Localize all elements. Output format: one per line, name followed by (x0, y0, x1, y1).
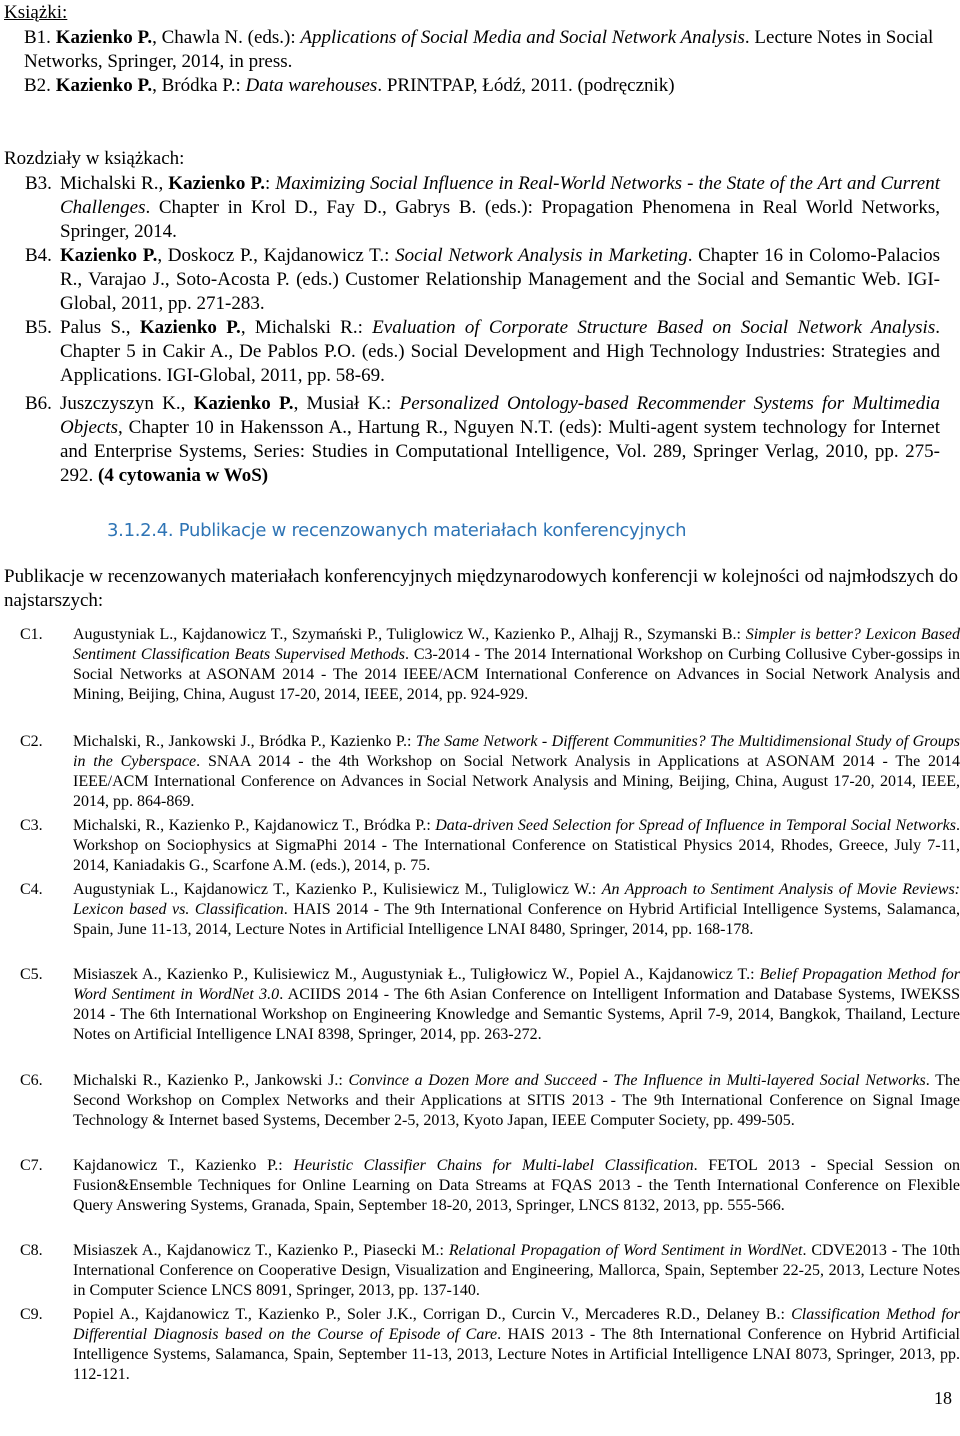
conference-entry-c4: C4. Augustyniak L., Kajdanowicz T., Kazienko P., Kulisiewicz M., Tuliglowicz W.: An Approach to Sentiment Analysis of Movie Reviews: Lexicon based vs. Classification. HAIS 2014 - The 9th International Conference on Hybrid Artificial Intelligence Systems, Salamanca, Spain, June 11-13, 2014, Lecture Notes in Artificial Intelligence LNAI 8480, Springer, 2014, pp. 168-178. (20, 881, 960, 938)
conference-entry-c6: C6. Michalski R., Kazienko P., Jankowski J.: Convince a Dozen More and Succeed - The Influence in Multi-layered Social Networks. The Second Workshop on Complex Networks and their Applications at SITIS 2013 - The 9th International Conference on Signal Image Technology & Internet based Systems, December 2-5, 2013, Kyoto Japan, IEEE Computer Society, pp. 499-505. (20, 1072, 960, 1129)
intro-paragraph: Publikacje w recenzowanych materiałach konferencyjnych międzynarodowych konferencji w kolejności od najmłodszych do najstarszych: (4, 566, 958, 611)
conference-entry-c1: C1. Augustyniak L., Kajdanowicz T., Szymański P., Tuliglowicz W., Kazienko P., Alhajj R., Szymanski B.: Simpler is better? Lexicon Based Sentiment Classification Beats Supervised Methods. C3-2014 - The 2014 International Workshop on Curbing Collusive Cyber-gossips in Social Networks at ASONAM 2014 - The 2014 IEEE/ACM International Conference on Advances in Social Network Analysis and Mining, Beijing, China, August 17-20, 2014, IEEE, 2014, pp. 924-929. (20, 626, 960, 703)
conference-entry-c8: C8. Misiaszek A., Kajdanowicz T., Kazienko P., Piasecki M.: Relational Propagation of Word Sentiment in WordNet. CDVE2013 - The 10th International Conference on Cooperative Design, Visualization and Engineering, Mallorca, Spain, September 22-25, 2013, Lecture Notes in Computer Science LNCS 8091, Springer, 2013, pp. 137-140. (20, 1242, 960, 1299)
chapter-entry-b4: B4. Kazienko P., Doskocz P., Kajdanowicz T.: Social Network Analysis in Marketing. Chapter 16 in Colomo-Palacios R., Varajao J., Soto-Acosta P. (eds.) Customer Relationship Management and the Social and Semantic Web. IGI-Global, 2011, pp. 271-283. (25, 245, 940, 314)
conference-entry-c9: C9. Popiel A., Kajdanowicz T., Kazienko P., Soler J.K., Corrigan D., Curcin V., Mercaderes R.D., Delaney B.: Classification Method for Differential Diagnosis based on the Course of Episode of Care. HAIS 2013 - The 8th International Conference on Hybrid Artificial Intelligence Systems, Salamanca, Spain, September 11-13, 2013, Lecture Notes in Artificial Intelligence LNAI 8073, Springer, 2013, pp. 112-121. (20, 1306, 960, 1383)
conference-entry-c2: C2. Michalski, R., Jankowski J., Bródka P., Kazienko P.: The Same Network - Different Communities? The Multidimensional Study of Groups in the Cyberspace. SNAA 2014 - the 4th Workshop on Social Network Analysis in Applications at ASONAM 2014 - The 2014 IEEE/ACM International Conference on Advances in Social Network Analysis and Mining, Beijing, China, August 17-20, 2014, IEEE, 2014, pp. 864-869. (20, 733, 960, 810)
books-heading: Książki: (4, 2, 68, 23)
section-heading: 3.1.2.4. Publikacje w recenzowanych materiałach konferencyjnych (107, 520, 687, 541)
page-number: 18 (934, 1388, 952, 1408)
conference-entry-c7: C7. Kajdanowicz T., Kazienko P.: Heuristic Classifier Chains for Multi-label Classification. FETOL 2013 - Special Session on Fusion&Ensemble Techniques for Online Learning on Data Streams at FQAS 2013 - the Tenth International Conference on Flexible Query Answering Systems, Granada, Spain, September 18-20, 2013, Springer, LNCS 8132, 2013, pp. 555-566. (20, 1157, 960, 1214)
conference-entry-c5: C5. Misiaszek A., Kazienko P., Kulisiewicz M., Augustyniak Ł., Tuligłowicz W., Popiel A., Kajdanowicz T.: Belief Propagation Method for Word Sentiment in WordNet 3.0. ACIIDS 2014 - The 6th Asian Conference on Intelligent Information and Database Systems, IWEKSS 2014 - The 6th International Workshop on Engineering Knowledge and Semantic Systems, April 7-9, 2014, Bangkok, Thailand, Lecture Notes on Artificial Intelligence LNAI 8398, Springer, 2014, pp. 263-272. (20, 966, 960, 1043)
chapter-entry-b3: B3. Michalski R., Kazienko P.: Maximizing Social Influence in Real-World Networks - the State of the Art and Current Challenges. Chapter in Krol D., Fay D., Gabrys B. (eds.): Propagation Phenomena in Real World Networks, Springer, 2014. (25, 173, 940, 242)
chapter-entry-b5: B5. Palus S., Kazienko P., Michalski R.: Evaluation of Corporate Structure Based on Social Network Analysis. Chapter 5 in Cakir A., De Pablos P.O. (eds.) Social Development and High Technology Industries: Strategies and Applications. IGI-Global, 2011, pp. 58-69. (25, 317, 940, 386)
chapters-heading: Rozdziały w książkach: (4, 148, 185, 169)
book-entry-b1: B1. Kazienko P., Chawla N. (eds.): Applications of Social Media and Social Network Analysis. Lecture Notes in Social Networks, Springer, 2014, in press. (24, 27, 934, 72)
chapter-entry-b6: B6. Juszczyszyn K., Kazienko P., Musiał K.: Personalized Ontology-based Recommender Systems for Multimedia Objects, Chapter 10 in Hakensson A., Hartung R., Nguyen N.T. (eds): Multi-agent system technology for Internet and Enterprise Systems, Series: Studies in Computational Intelligence, Vol. 289, Springer Verlag, 2010, pp. 275-292. (4 cytowania w WoS) (25, 393, 941, 486)
conference-entry-c3: C3. Michalski, R., Kazienko P., Kajdanowicz T., Bródka P.: Data-driven Seed Selection for Spread of Influence in Temporal Social Networks. Workshop on Sociophysics at SigmaPhi 2014 - The International Conference on Statistical Physics 2014, Rhodes, Greece, July 7-11, 2014, Kaniadakis G., Scarfone A.M. (eds.), 2014, p. 75. (20, 817, 960, 874)
book-entry-b2: B2. Kazienko P., Bródka P.: Data warehouses. PRINTPAP, Łódź, 2011. (podręcznik) (24, 75, 675, 96)
